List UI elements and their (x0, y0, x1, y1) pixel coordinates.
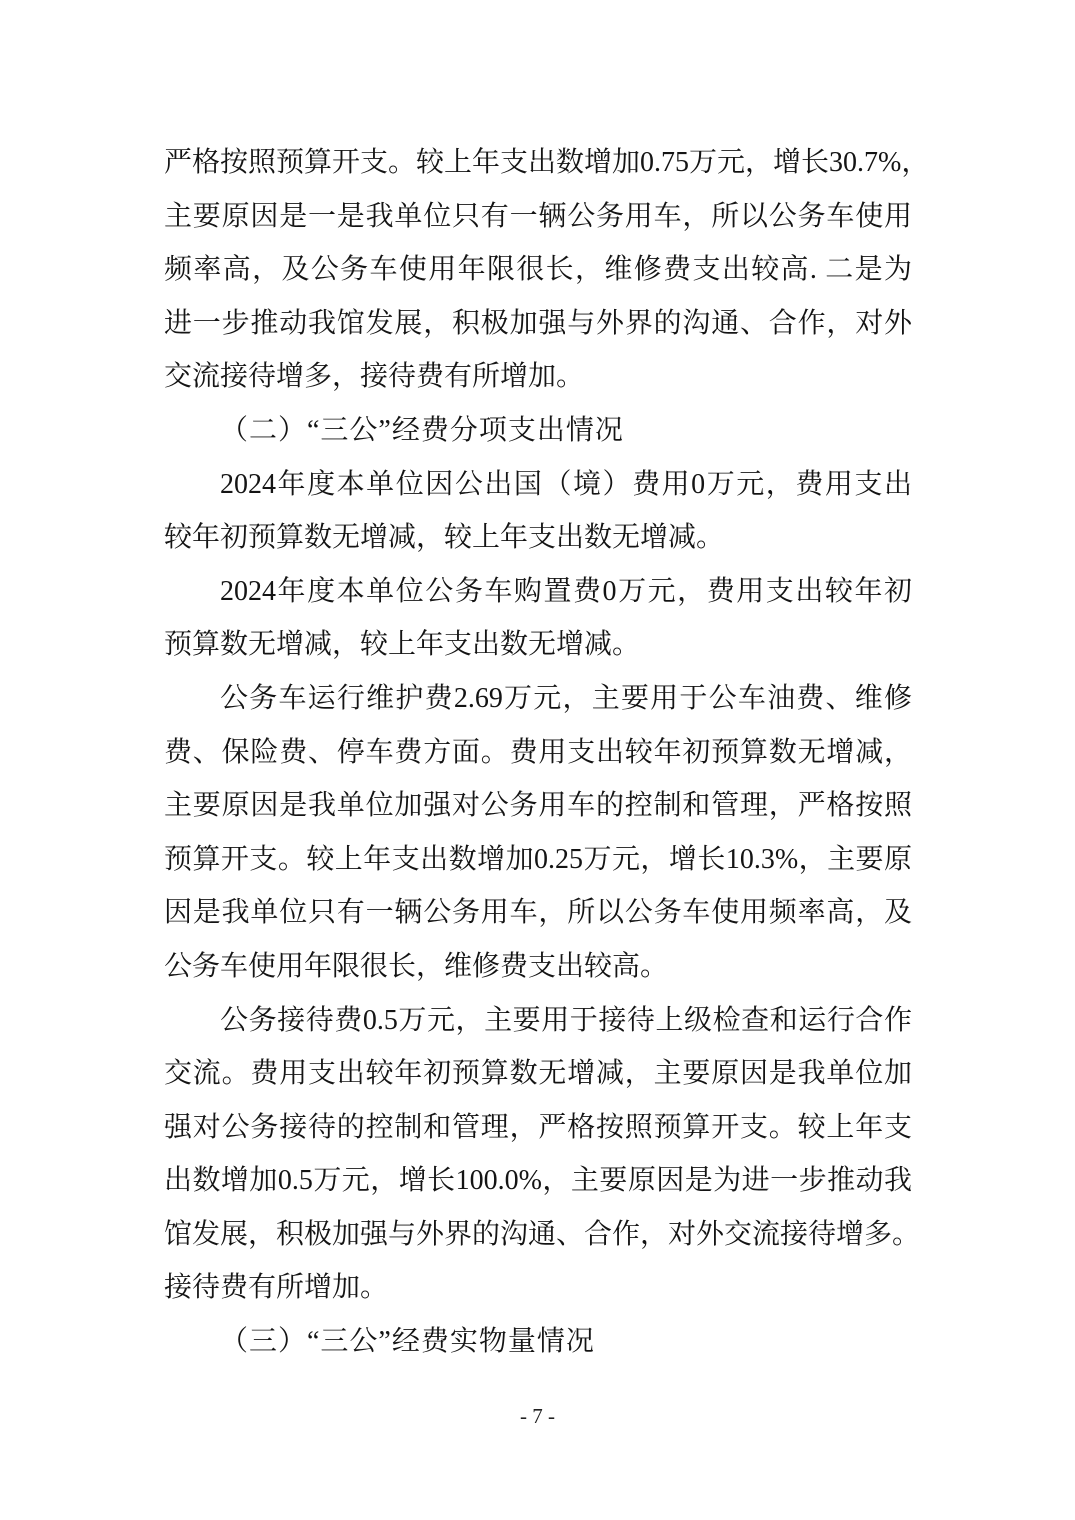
text-line: 主要原因是我单位加强对公务用车的控制和管理，严格按照 (164, 790, 912, 822)
text-line: 频率高，及公务车使用年限很长，维修费支出较高. 二是为 (164, 254, 912, 286)
text-line: 接待费有所增加。 (164, 1272, 389, 1304)
text-line: 出数增加0.5万元，增长100.0%，主要原因是为进一步推动我 (164, 1165, 912, 1197)
text-line: 预算数无增减，较上年支出数无增减。 (164, 629, 641, 661)
text-line: 2024年度本单位因公出国（境）费用0万元，费用支出 (220, 468, 912, 500)
text-line: 预算开支。较上年支出数增加0.25万元，增长10.3%，主要原 (164, 843, 912, 875)
text-line: 较年初预算数无增减，较上年支出数无增减。 (164, 522, 725, 554)
text-line: 交流接待增多，接待费有所增加。 (164, 361, 585, 393)
text-line: 强对公务接待的控制和管理，严格按照预算开支。较上年支 (164, 1111, 912, 1143)
text-line: 馆发展，积极加强与外界的沟通、合作，对外交流接待增多。 (164, 1218, 921, 1250)
text-line: 公务车使用年限很长，维修费支出较高。 (164, 950, 669, 982)
text-line: 公务车运行维护费2.69万元，主要用于公车油费、维修 (220, 682, 912, 714)
text-line: 2024年度本单位公务车购置费0万元，费用支出较年初 (220, 575, 912, 607)
section-heading: （三）“三公”经费实物量情况 (220, 1326, 595, 1358)
text-line: 公务接待费0.5万元，主要用于接待上级检查和运行合作 (220, 1004, 912, 1036)
text-line: 交流。费用支出较年初预算数无增减，主要原因是我单位加 (164, 1058, 912, 1090)
page-number: - 7 - (520, 1404, 555, 1428)
text-line: 严格按照预算开支。较上年支出数增加0.75万元，增长30.7%， (164, 147, 930, 178)
text-line: 因是我单位只有一辆公务用车，所以公务车使用频率高，及 (164, 897, 912, 929)
text-line: 进一步推动我馆发展，积极加强与外界的沟通、合作，对外 (164, 307, 912, 339)
section-heading: （二）“三公”经费分项支出情况 (220, 414, 624, 446)
text-line: 主要原因是一是我单位只有一辆公务用车，所以公务车使用 (164, 200, 912, 232)
text-block (164, 136, 930, 1369)
text-line: 费、保险费、停车费方面。费用支出较年初预算数无增减， (164, 736, 912, 768)
